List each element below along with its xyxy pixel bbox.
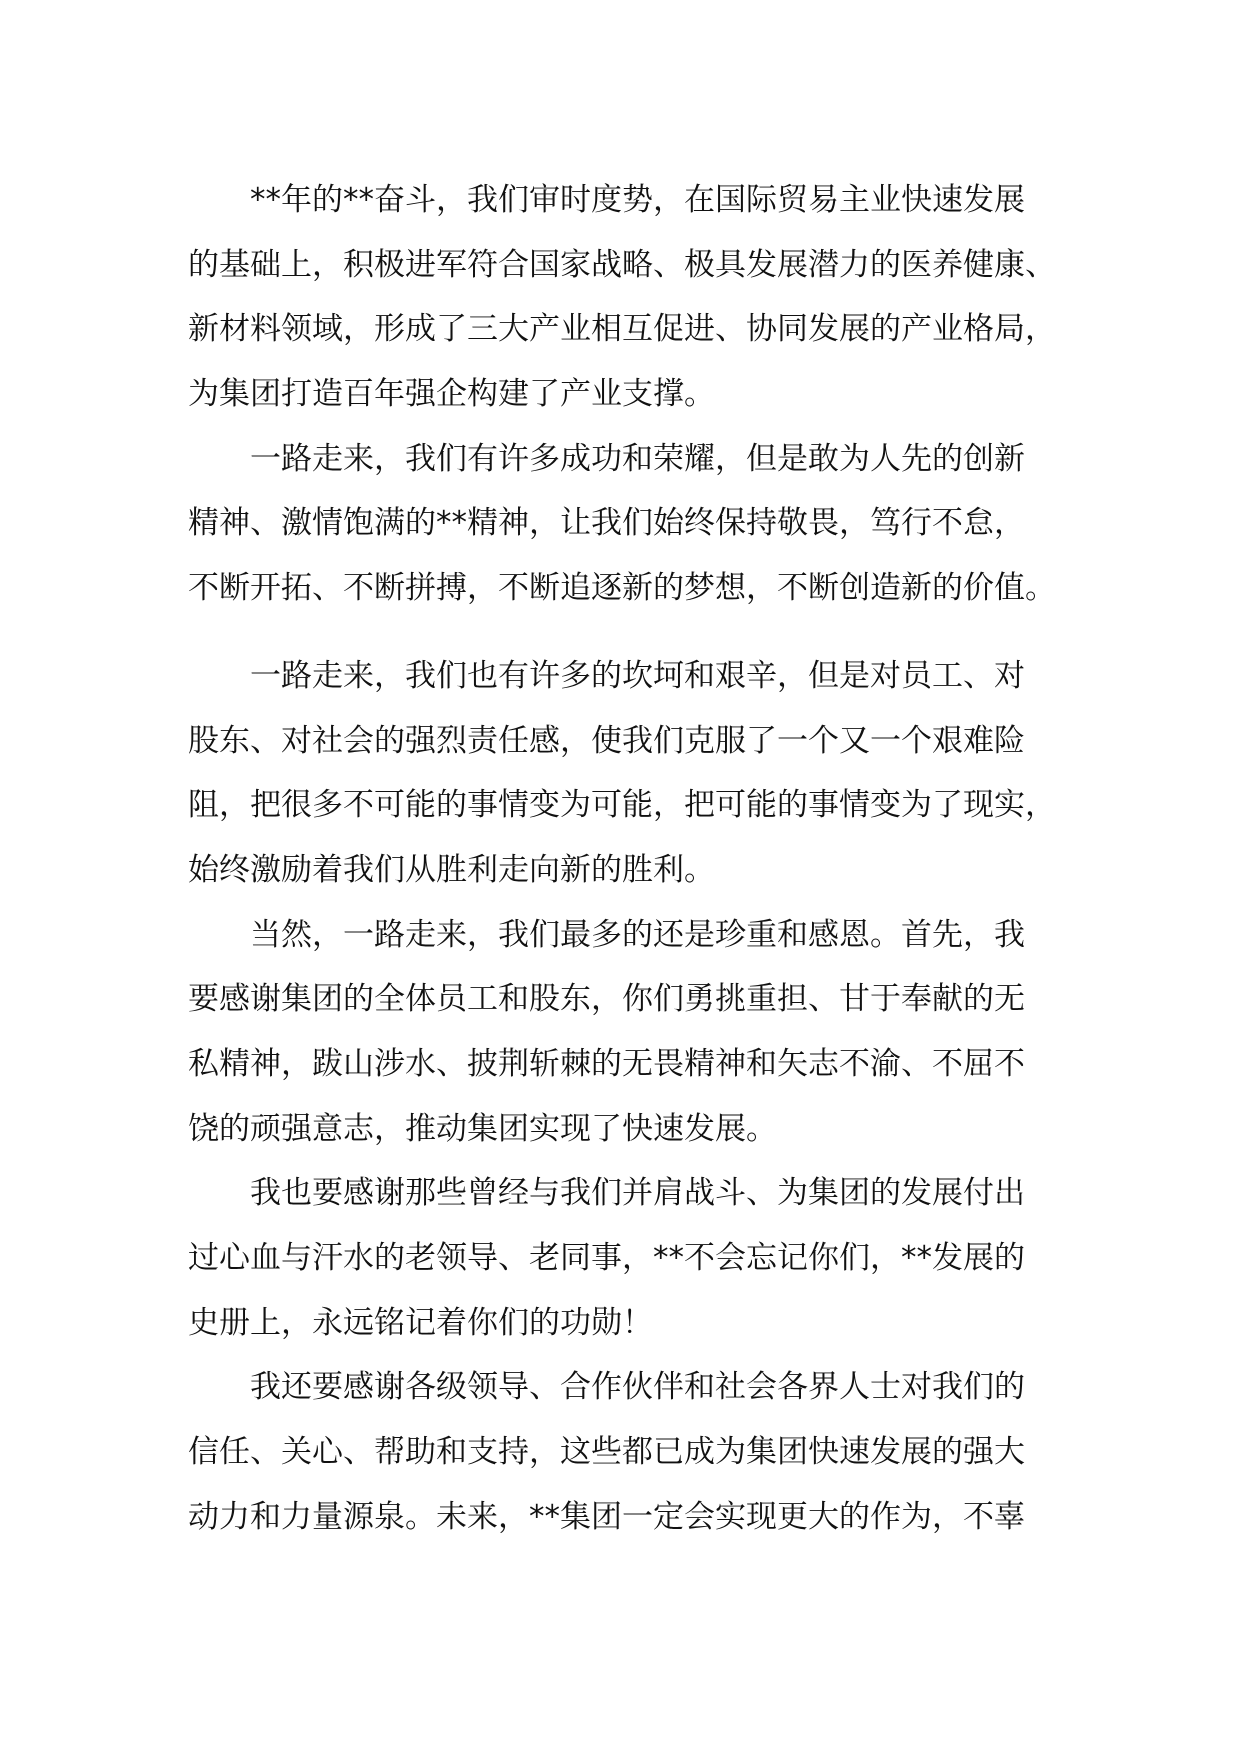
text-line: 一路走来，我们也有许多的坎坷和艰辛，但是对员工、对 xyxy=(250,657,1025,694)
text-line: 我还要感谢各级领导、合作伙伴和社会各界人士对我们的 xyxy=(250,1369,1025,1406)
text-line: 始终激励着我们从胜利走向新的胜利。 xyxy=(188,851,715,888)
text-line: 阻，把很多不可能的事情变为可能，把可能的事情变为了现实， xyxy=(188,787,1056,824)
text-line: 股东、对社会的强烈责任感，使我们克服了一个又一个艰难险 xyxy=(188,722,1025,759)
text-line: 的基础上，积极进军符合国家战略、极具发展潜力的医养健康、 xyxy=(188,246,1056,283)
paragraph-3 xyxy=(188,644,1088,903)
text-line: 一路走来，我们有许多成功和荣耀，但是敢为人先的创新 xyxy=(250,440,1025,477)
text-line: 我也要感谢那些曾经与我们并肩战斗、为集团的发展付出 xyxy=(250,1175,1025,1212)
paragraph-2 xyxy=(188,427,1088,621)
text-line: 精神、激情饱满的**精神，让我们始终保持敬畏，笃行不怠， xyxy=(188,505,1025,542)
paragraph-5 xyxy=(188,1161,1088,1355)
paragraph-4 xyxy=(188,903,1088,1162)
text-line: 为集团打造百年强企构建了产业支撑。 xyxy=(188,376,715,413)
text-line: 私精神，跋山涉水、披荆斩棘的无畏精神和矢志不渝、不屈不 xyxy=(188,1045,1025,1082)
text-line: 动力和力量源泉。未来，**集团一定会实现更大的作为，不辜 xyxy=(188,1498,1025,1535)
paragraph-6 xyxy=(188,1355,1088,1549)
document-body xyxy=(188,168,1088,1549)
text-line: 信任、关心、帮助和支持，这些都已成为集团快速发展的强大 xyxy=(188,1434,1025,1471)
text-line: **年的**奋斗，我们审时度势，在国际贸易主业快速发展 xyxy=(250,182,1025,218)
text-line: 当然，一路走来，我们最多的还是珍重和感恩。首先，我 xyxy=(250,916,1025,953)
text-line: 过心血与汗水的老领导、老同事，**不会忘记你们，**发展的 xyxy=(188,1240,1025,1276)
text-line: 不断开拓、不断拼搏，不断追逐新的梦想，不断创造新的价值。 xyxy=(188,570,1056,607)
text-line: 新材料领域，形成了三大产业相互促进、协同发展的产业格局， xyxy=(188,311,1056,348)
text-line: 史册上，永远铭记着你们的功勋！ xyxy=(188,1304,653,1341)
text-line: 要感谢集团的全体员工和股东，你们勇挑重担、甘于奉献的无 xyxy=(188,981,1025,1018)
text-line: 饶的顽强意志，推动集团实现了快速发展。 xyxy=(188,1110,777,1147)
paragraph-1 xyxy=(188,168,1088,427)
